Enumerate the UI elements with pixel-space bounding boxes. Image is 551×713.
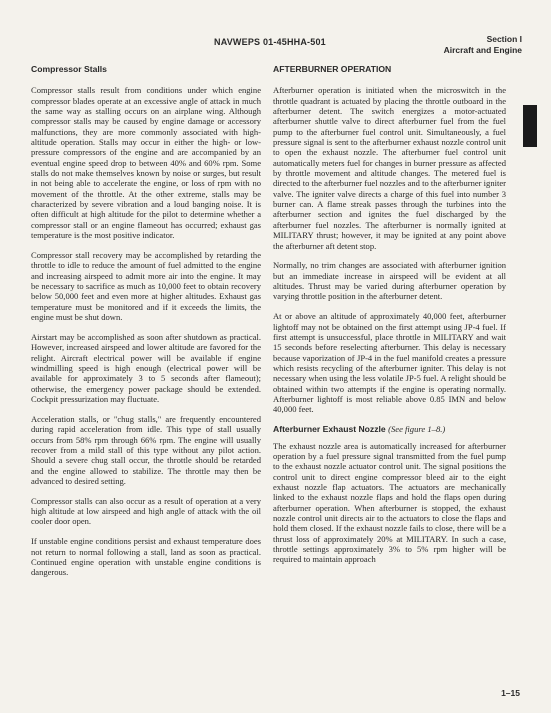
section-label: Section I [486, 34, 522, 44]
right-column [273, 64, 506, 574]
section-header [444, 34, 522, 56]
compressor-stalls-heading: Compressor Stalls [31, 64, 107, 74]
paragraph: Airstart may be accomplished as soon after shutdown as practical. However, increased airspeed and lower altitude are favored for the relight. Aircraft electrical power will be available if engine windmilling speed is high enough (electrical power will be available for approximately 3 to 5 seconds after flameout); otherwise, the emergency power package should be extended. Cockpit pressurization may fluctuate. [31, 331, 261, 404]
paragraph: Compressor stall recovery may be accomplished by retarding the throttle to idle to reduce the amount of fuel admitted to the engine and increasing airspeed to admit more air into the engine. It may be necessary to sacrifice as much as 10,000 feet to obtain recovery below 50,000 feet and even more at higher altitudes. Exhaust gas temperature must be monitored and if it exceeds the limits, the engine must be shut down. [31, 250, 261, 323]
figure-reference[interactable]: (See figure 1–8.) [388, 424, 446, 435]
left-column [31, 64, 261, 587]
exhaust-nozzle-heading [273, 424, 506, 434]
section-thumb-tab [523, 105, 537, 147]
document-number: NAVWEPS 01-45HHA-501 [214, 37, 326, 47]
paragraph: Compressor stalls can also occur as a result of operation at a very high altitude at low airspeed and high angle of attack with the oil cooler door open. [31, 495, 261, 527]
afterburner-operation-heading: AFTERBURNER OPERATION [273, 64, 392, 74]
paragraph: Compressor stalls result from conditions under which engine compressor blades operate at an excessive angle of attack in much the same way as stalling occurs on an airplane wing. Although compressor stalls may be caused by engine damage or accessory malfunctions, they are more commonly associated with high-altitude operation. Stalls may occur in either the high- or low-pressure compressors of the engine and are accompanied by an eventual engine speed drop to between 40% and 60% rpm. Some stalls do not make themselves known by noise or surges, but result in not being able to accelerate the engine, or loss of rpm with no movement of the throttle. At the other extreme, stalls may be characterized by severe vibration and a loud banging noise. It is often difficult at high altitude for the pilot to determine whether a compressor stall or an engine flameout has occurred; exhaust gas temperature is the most positive indicator. [31, 85, 261, 241]
page-number: 1–15 [501, 688, 520, 698]
paragraph: At or above an altitude of approximately 40,000 feet, afterburner lightoff may not be obtained on the first attempt using JP-4 fuel. If first attempt is unsuccessful, place throttle in MILITARY and wait 15 seconds before reselecting afterburner. This delay is necessary because vaporization of JP-4 in the fuel manifold creates a pressure which resists recycling of the afterburner igniter. This delay is not necessary when using the less volatile JP-5 fuel. A relight should be obtained within two attempts if the engine is operating normally. Afterburner lightoff is most reliable above 0.85 IMN and below 40,000 feet. [273, 311, 506, 415]
paragraph: The exhaust nozzle area is automatically increased for afterburner operation by a fuel pressure signal transmitted from the fuel pump to the exhaust nozzle actuator control unit. The signal positions the control unit to direct engine compressor bleed air to the eight exhaust nozzle flap actuators. The actuators are mechanically linked to the exhaust nozzle flaps and hold the flaps open during afterburner operation. When afterburner is stopped, the exhaust nozzle control unit directs air to the actuators to close the flaps and hold them closed. If the exhaust nozzle fails to close, there will be a thrust loss of approximately 20% at MILITARY. In such a case, throttle settings approximately 3% to 5% rpm higher will be required to maintain approach [273, 440, 506, 565]
subsection-title: Afterburner Exhaust Nozzle [273, 424, 386, 435]
paragraph: If unstable engine conditions persist and exhaust temperature does not return to normal following a stall, land as soon as practical. Continued engine operation with unstable engine conditions is dangerous. [31, 536, 261, 578]
chapter-label: Aircraft and Engine [443, 45, 522, 55]
paragraph: Normally, no trim changes are associated with afterburner ignition but an immediate increase in airspeed will be evident at all altitudes. Thrust may be varied during afterburner operation by varying throttle position in the afterburner detent. [273, 260, 506, 302]
paragraph: Afterburner operation is initiated when the microswitch in the throttle quadrant is actuated by placing the throttle outboard in the afterburner detent. The switch energizes a motor-actuated afterburner shuttle valve to direct afterburner fuel from the fuel pump to the afterburner fuel control unit. Simultaneously, a fuel pressure signal is sent to the afterburner exhaust nozzle control unit to open the exhaust nozzle. The afterburner fuel control unit automatically meters fuel for changes in burner pressure as affected by throttle movement and altitude changes. The metered fuel is directed to the afterburner fuel nozzles and to the afterburner igniter valve. The igniter valve directs a charge of this fuel into number 3 burner can. A flame streak passes through the turbines into the afterburner section and ignites the fuel discharged by the afterburner fuel nozzles. The afterburner is normally ignited at MILITARY thrust; however, it may be ignited at any point above the afterburner aft detent stop. [273, 85, 506, 251]
paragraph: Acceleration stalls, or "chug stalls," are frequently encountered during rapid acceleration from idle. This type of stall usually occurs from 58% rpm through 66% rpm. The engine will usually recover from a mild stall of this type without any pilot action. Should a severe chug stall occur, the throttle should be retarded and the engine allowed to stabilize. The throttle may then be advanced to desired setting. [31, 413, 261, 486]
